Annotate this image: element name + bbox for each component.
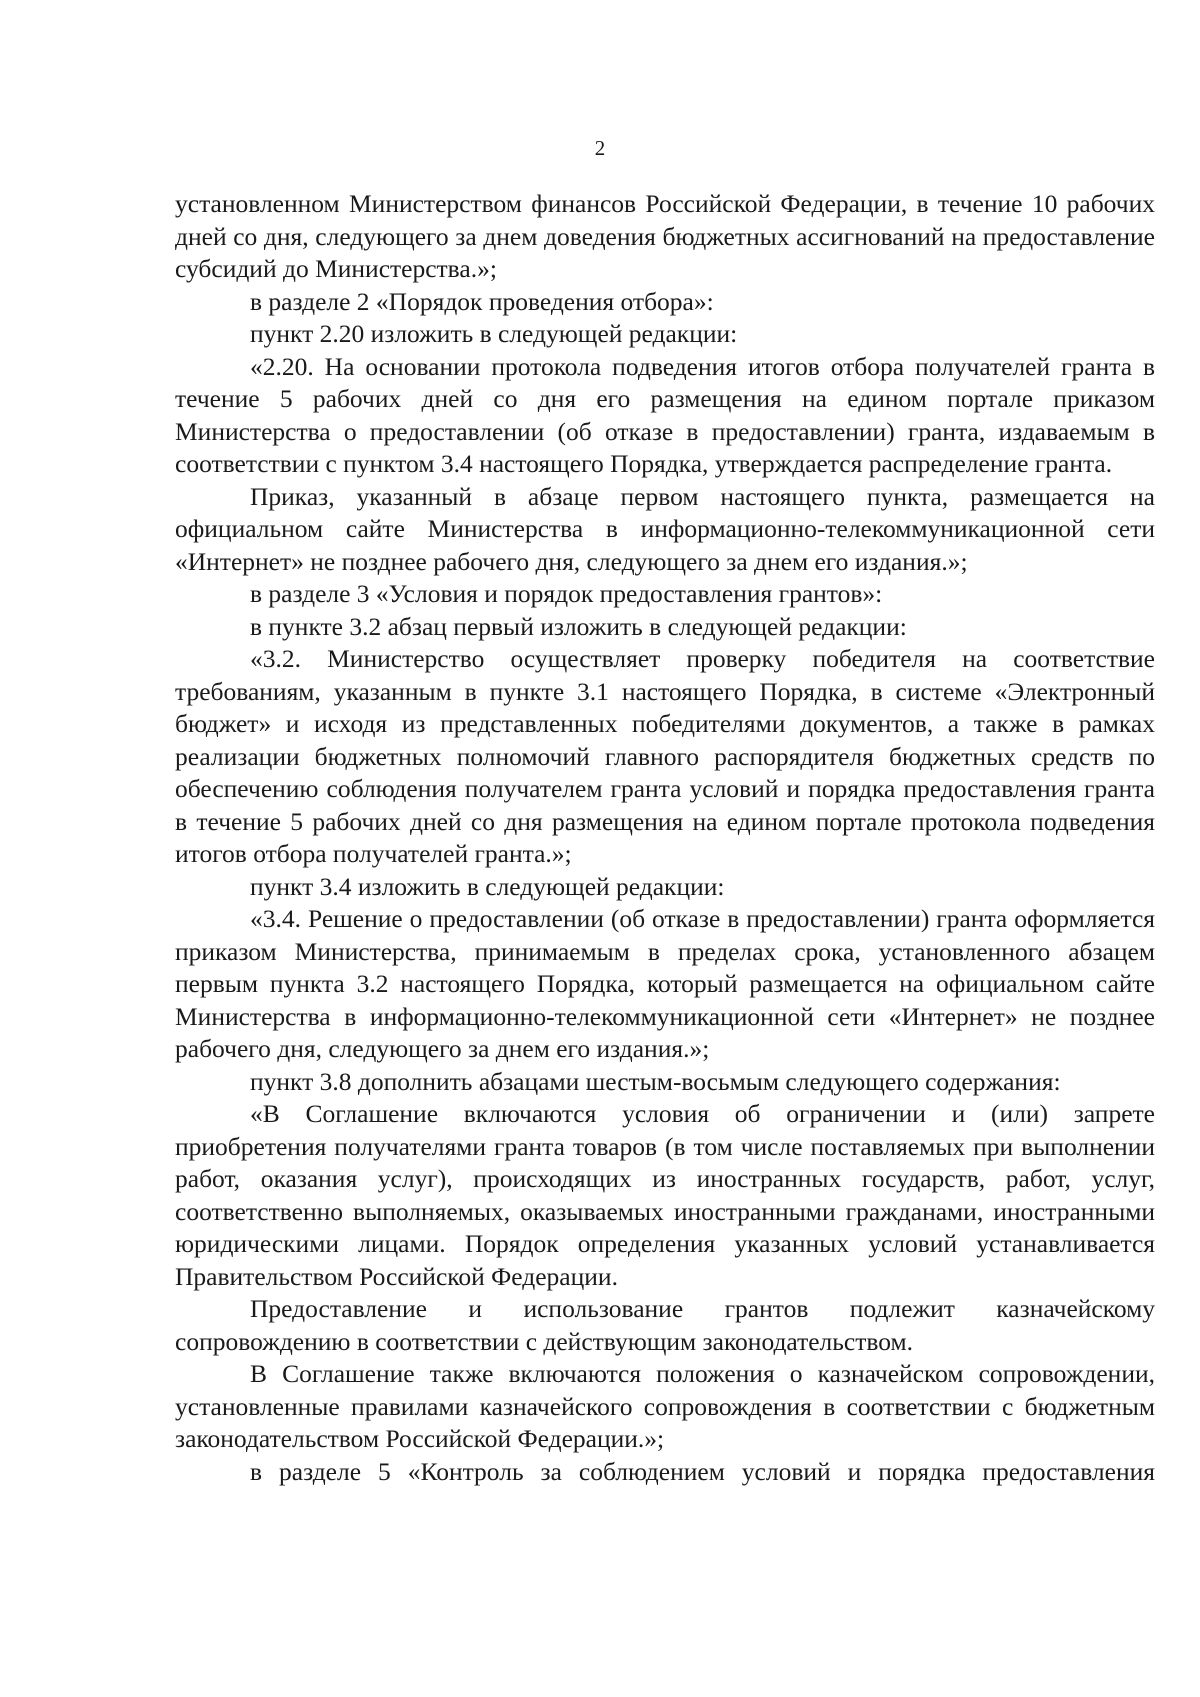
paragraph: В Соглашение также включаются положения о казначейском сопровождении, установленные правилами казначейского сопровождения в соответствии с бюджетным законодательством Российской Федерации.»;: [175, 1359, 1155, 1453]
paragraph: в разделе 5 «Контроль за соблюдением условий и порядка предоставления: [250, 1456, 1155, 1486]
document-body: [175, 188, 1155, 1488]
paragraph: в пункте 3.2 абзац первый изложить в следующей редакции:: [250, 611, 907, 641]
paragraph: Предоставление и использование грантов подлежит казначейскому сопровождению в соответствии с действующим законодательством.: [175, 1294, 1155, 1356]
page-number: 2: [594, 136, 606, 160]
paragraph: Приказ, указанный в абзаце первом настоящего пункта, размещается на официальном сайте Министерства в информационно-телекоммуникационной сети «Интернет» не позднее рабочего дня, следующего за днем его издания.»;: [175, 481, 1155, 576]
paragraph: в разделе 3 «Условия и порядок предоставления грантов»:: [250, 579, 883, 608]
paragraph: в разделе 2 «Порядок проведения отбора»:: [250, 286, 714, 316]
paragraph: пункт 3.4 изложить в следующей редакции:: [250, 871, 725, 901]
paragraph: пункт 3.8 дополнить абзацами шестым-восьмым следующего содержания:: [250, 1066, 1061, 1096]
paragraph: «3.2. Министерство осуществляет проверку победителя на соответствие требованиям, указанным в пункте 3.1 настоящего Порядка, в системе «Электронный бюджет» и исходя из представленных победителями документов, а также в рамках реализации бюджетных полномочий главного распорядителя бюджетных средств по обеспечению соблюдения получателем гранта условий и порядка предоставления гранта в течение 5 рабочих дней со дня размещения на едином портале протокола подведения итогов отбора получателей гранта.»;: [175, 644, 1155, 868]
paragraph: «В Соглашение включаются условия об ограничении и (или) запрете приобретения получателями гранта товаров (в том числе поставляемых при выполнении работ, оказания услуг), происходящих из иностранных государств, работ, услуг, соответственно выполняемых, оказываемых иностранными гражданами, иностранными юридическими лицами. Порядок определения указанных условий устанавливается Правительством Российской Федерации.: [175, 1099, 1155, 1291]
paragraph: пункт 2.20 изложить в следующей редакции:: [250, 319, 738, 348]
paragraph: установленном Министерством финансов Российской Федерации, в течение 10 рабочих дней со дня, следующего за днем доведения бюджетных ассигнований на предоставление субсидий до Министерства.»;: [175, 189, 1155, 283]
paragraph: «3.4. Решение о предоставлении (об отказе в предоставлении) гранта оформляется приказом Министерства, принимаемым в пределах срока, установленного абзацем первым пункта 3.2 настоящего Порядка, который размещается на официальном сайте Министерства в информационно-телекоммуникационной сети «Интернет» не позднее рабочего дня, следующего за днем его издания.»;: [175, 904, 1155, 1063]
paragraph: «2.20. На основании протокола подведения итогов отбора получателей гранта в течение 5 рабочих дней со дня его размещения на едином портале приказом Министерства о предоставлении (об отказе в предоставлении) гранта, издаваемым в соответствии с пунктом 3.4 настоящего Порядка, утверждается распределение гранта.: [175, 351, 1155, 478]
